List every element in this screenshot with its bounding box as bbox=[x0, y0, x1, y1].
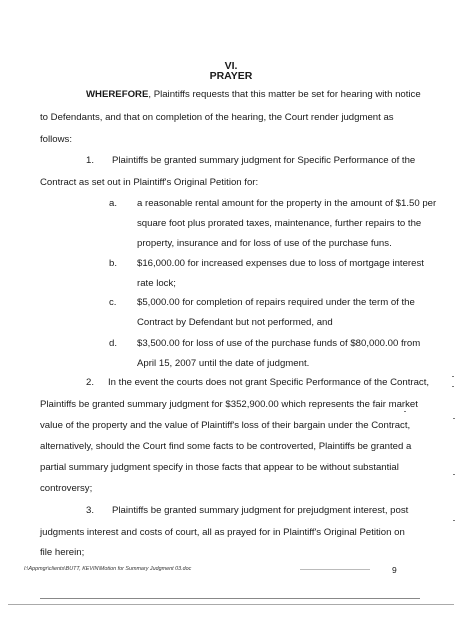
item-1-line-2: Contract as set out in Plaintiff's Original Petition for: bbox=[40, 177, 259, 188]
scan-line bbox=[8, 604, 454, 605]
item-3-line-1: Plaintiffs be granted summary judgment for prejudgment interest, post bbox=[112, 505, 409, 516]
intro-line-1-rest: , Plaintiffs requests that this matter be set for hearing with notice bbox=[148, 89, 421, 100]
subitem-a-line: square foot plus prorated taxes, maintenance, further repairs to the bbox=[137, 218, 422, 229]
item-2-line: value of the property and the value of Plaintiff's loss of their bargain under the Contract, bbox=[40, 420, 411, 431]
scan-speck bbox=[453, 474, 455, 475]
section-title: PRAYER bbox=[209, 70, 253, 82]
subitem-b-line: rate lock; bbox=[137, 278, 176, 289]
subitem-d-line: April 15, 2007 until the date of judgment. bbox=[137, 358, 310, 369]
subitem-b-letter: b. bbox=[109, 258, 118, 269]
subitem-c-letter: c. bbox=[109, 297, 117, 308]
subitem-d-line: $3,500.00 for loss of use of the purchase funds of $80,000.00 from bbox=[137, 338, 421, 349]
scan-speck bbox=[453, 520, 455, 521]
item-2-line-1: In the event the courts does not grant Specific Performance of the Contract, bbox=[108, 377, 430, 388]
scan-line bbox=[40, 598, 420, 599]
scan-speck bbox=[404, 411, 406, 412]
item-2-line: alternatively, should the Court find some facts to be controverted, Plaintiffs be granted a bbox=[40, 441, 412, 452]
item-3-line: file herein; bbox=[40, 547, 85, 558]
item-3-line: judgments interest and costs of court, all as prayed for in Plaintiff's Original Petition on bbox=[40, 527, 405, 538]
scan-speck bbox=[452, 386, 454, 387]
intro-line-3: follows: bbox=[40, 134, 72, 145]
subitem-a-line: property, insurance and for loss of use of the purchase funs. bbox=[137, 238, 392, 249]
item-3-number: 3. bbox=[86, 505, 95, 516]
section-number: VI. bbox=[224, 60, 238, 72]
intro-line-2: to Defendants, and that on completion of the hearing, the Court render judgment as bbox=[40, 112, 394, 123]
item-2-line: Plaintiffs be granted summary judgment for $352,900.00 which represents the fair market bbox=[40, 399, 418, 410]
subitem-c-line: $5,000.00 for completion of repairs required under the term of the bbox=[137, 297, 415, 308]
footer-file-path: I:\Appmgr\clients\BUTT, KEVIN\Motion for Summary Judgment 03.doc bbox=[24, 566, 192, 572]
item-1-number: 1. bbox=[86, 155, 95, 166]
item-2-line: partial summary judgment specify in those facts that appear to be without substantial bbox=[40, 462, 399, 473]
subitem-d-letter: d. bbox=[109, 338, 118, 349]
subitem-a-line: a reasonable rental amount for the property in the amount of $1.50 per bbox=[137, 198, 437, 209]
subitem-a-letter: a. bbox=[109, 198, 118, 209]
item-1-line-1: Plaintiffs be granted summary judgment for Specific Performance of the bbox=[112, 155, 416, 166]
page-number: 9 bbox=[392, 565, 397, 575]
intro-line-1 bbox=[86, 89, 421, 101]
scan-speck bbox=[452, 376, 454, 377]
scan-speck bbox=[453, 418, 455, 419]
item-2-line: controversy; bbox=[40, 483, 93, 494]
scan-line bbox=[300, 569, 370, 570]
intro-lead: WHEREFORE bbox=[86, 89, 149, 100]
subitem-c-line: Contract by Defendant but not performed, and bbox=[137, 317, 333, 328]
item-2-number: 2. bbox=[86, 377, 95, 388]
subitem-b-line: $16,000.00 for increased expenses due to loss of mortgage interest bbox=[137, 258, 424, 269]
